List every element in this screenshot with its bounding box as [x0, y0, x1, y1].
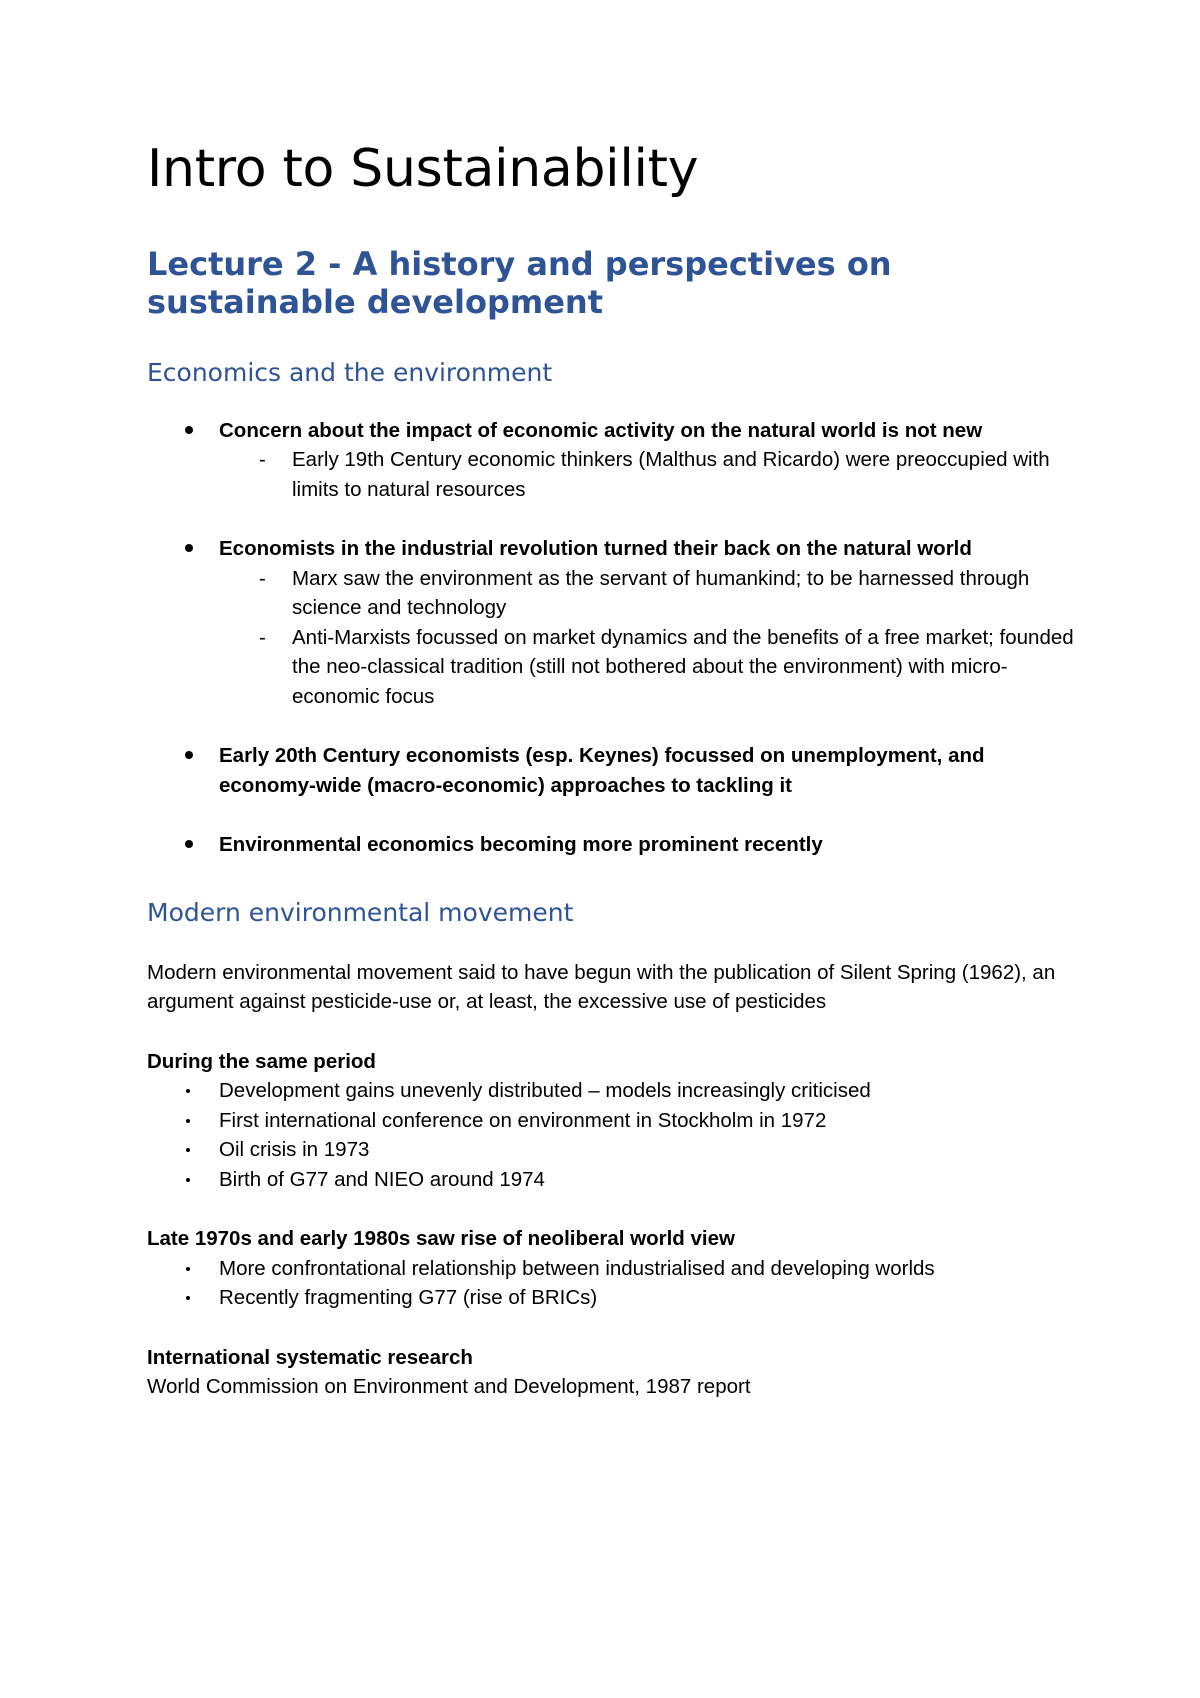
bullet-label: Economists in the industrial revolution turned their back on the natural world — [219, 537, 972, 561]
sub-list-item — [219, 564, 1087, 623]
bullet-icon — [185, 544, 193, 552]
section-heading-economics: Economics and the environment — [147, 357, 553, 387]
intro-paragraph: Modern environmental movement said to have begun with the publication of Silent Spring (1962), an argument against pesticide-use or, at least, the excessive use of pesticides — [147, 960, 1056, 1014]
bullet-label: Concern about the impact of economic activity on the natural world is not new — [219, 418, 983, 442]
dash-icon: - — [259, 566, 266, 590]
subheading-neoliberal: Late 1970s and early 1980s saw rise of neoliberal world view — [147, 1227, 735, 1251]
subheading-systematic-research: International systematic research — [147, 1345, 473, 1369]
bullet-icon — [186, 1119, 190, 1123]
dash-icon: - — [259, 625, 266, 649]
document-body — [147, 138, 1087, 1402]
bullet-icon — [186, 1148, 190, 1152]
list-item-text: First international conference on environment in Stockholm in 1972 — [219, 1108, 827, 1132]
list-item — [147, 416, 1087, 505]
list-item — [147, 1254, 1087, 1284]
document-title: Intro to Sustainability — [147, 139, 699, 199]
list-item — [147, 534, 1087, 711]
list-item — [147, 1135, 1087, 1165]
lecture-title: Lecture 2 - A history and perspectives on sustainable development — [147, 245, 892, 322]
sub-list-item — [219, 623, 1087, 712]
list-item-text: Recently fragmenting G77 (rise of BRICs) — [219, 1286, 598, 1310]
systematic-research-text: World Commission on Environment and Development, 1987 report — [147, 1375, 751, 1399]
bullet-icon — [185, 751, 193, 759]
sub-item-text: Anti-Marxists focussed on market dynamics and the benefits of a free market; founded the neo-classical tradition (still not bothered about the environment) with micro-economic focus — [292, 625, 1074, 708]
bullet-icon — [186, 1296, 190, 1300]
list-item-text: More confrontational relationship between industrialised and developing worlds — [219, 1256, 935, 1280]
list-item-text: Birth of G77 and NIEO around 1974 — [219, 1167, 545, 1191]
bullet-label: Early 20th Century economists (esp. Keynes) focussed on unemployment, and economy-wide (macro-economic) approaches to tackling it — [219, 744, 985, 797]
bullet-icon — [185, 426, 193, 434]
bullet-icon — [186, 1089, 190, 1093]
economics-bullet-list — [147, 416, 1087, 860]
subheading-same-period: During the same period — [147, 1049, 376, 1073]
list-item — [147, 1283, 1087, 1313]
section-heading-modern-movement: Modern environmental movement — [147, 897, 574, 927]
list-item-text: Oil crisis in 1973 — [219, 1138, 370, 1162]
list-item-text: Development gains unevenly distributed – models increasingly criticised — [219, 1079, 871, 1103]
bullet-icon — [185, 840, 193, 848]
sub-list-item — [219, 445, 1087, 504]
sub-item-text: Marx saw the environment as the servant of humankind; to be harnessed through science and technology — [292, 566, 1030, 620]
sub-list — [219, 445, 1087, 504]
dash-icon: - — [259, 448, 266, 472]
bullet-icon — [186, 1267, 190, 1271]
list-item — [147, 830, 1087, 860]
bullet-icon — [186, 1178, 190, 1182]
sub-item-text: Early 19th Century economic thinkers (Malthus and Ricardo) were preoccupied with limits to natural resources — [292, 448, 1050, 501]
list-item — [147, 1076, 1087, 1106]
sub-list — [219, 564, 1087, 712]
bullet-label: Environmental economics becoming more prominent recently — [219, 833, 823, 857]
same-period-list — [147, 1076, 1087, 1194]
list-item — [147, 1106, 1087, 1136]
list-item — [147, 1165, 1087, 1195]
neoliberal-list — [147, 1254, 1087, 1313]
list-item — [147, 741, 1087, 800]
